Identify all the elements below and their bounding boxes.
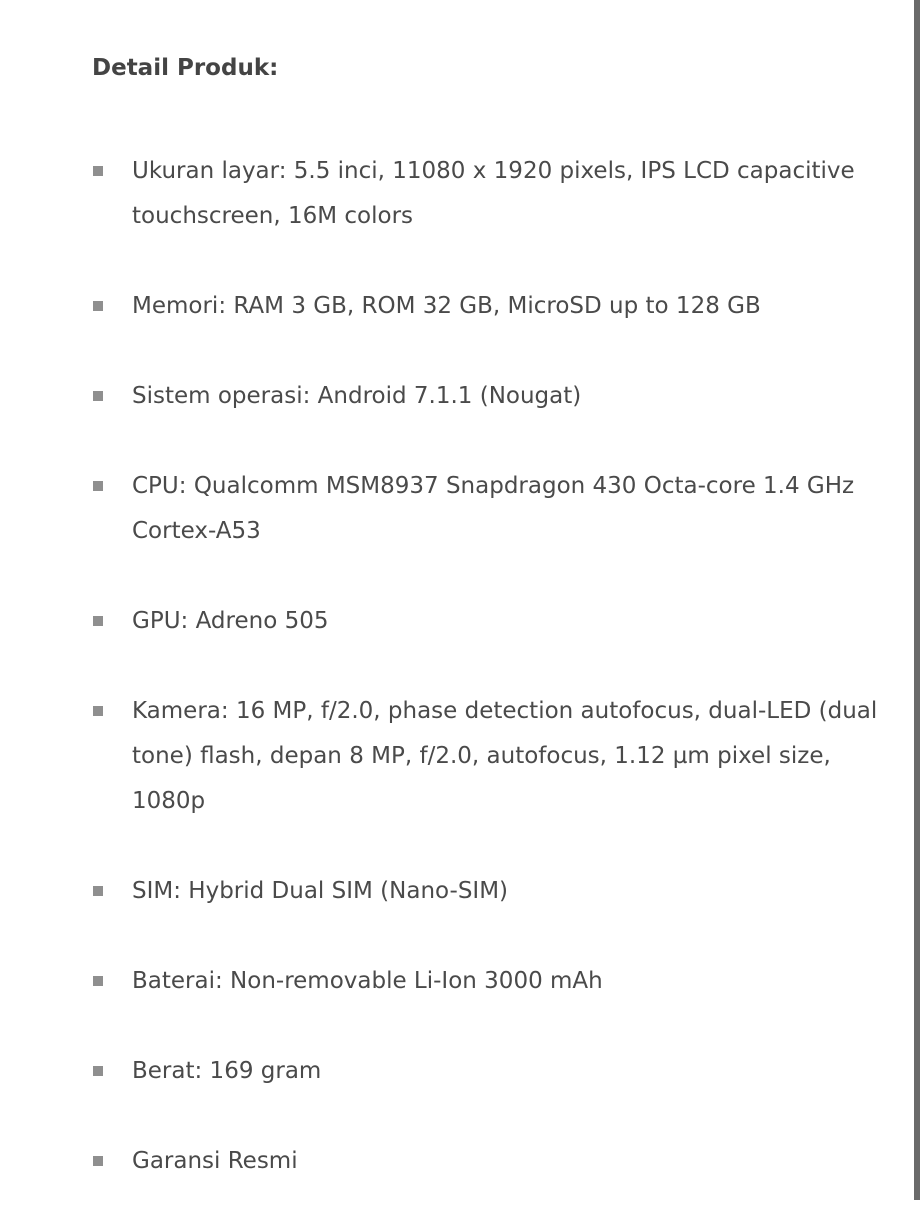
product-detail-heading: Detail Produk:: [92, 55, 279, 81]
square-bullet-icon: [93, 1156, 103, 1166]
spec-text: Kamera: 16 MP, f/2.0, phase detection autofocus, dual-LED (dual tone) flash, depan 8 MP, f/2.0, autofocus, 1.12 µm pixel size, 1080p: [132, 698, 878, 814]
spec-text: Baterai: Non-removable Li-Ion 3000 mAh: [132, 968, 603, 994]
spec-item-cpu: [92, 464, 892, 554]
square-bullet-icon: [93, 301, 103, 311]
square-bullet-icon: [93, 886, 103, 896]
spec-text: CPU: Qualcomm MSM8937 Snapdragon 430 Octa-core 1.4 GHz Cortex-A53: [132, 473, 855, 544]
spec-item-warranty: [92, 1139, 892, 1184]
spec-item-os: [92, 374, 892, 419]
spec-item-battery: [92, 959, 892, 1004]
spec-text: Sistem operasi: Android 7.1.1 (Nougat): [132, 383, 582, 409]
square-bullet-icon: [93, 481, 103, 491]
spec-item-camera: [92, 689, 892, 824]
square-bullet-icon: [93, 1066, 103, 1076]
spec-text: Ukuran layar: 5.5 inci, 11080 x 1920 pixels, IPS LCD capacitive touchscreen, 16M colors: [132, 158, 855, 229]
spec-item-weight: [92, 1049, 892, 1094]
spec-text: Memori: RAM 3 GB, ROM 32 GB, MicroSD up to 128 GB: [132, 293, 761, 319]
spec-item-screen: [92, 149, 892, 239]
product-detail-section: [92, 48, 892, 1229]
square-bullet-icon: [93, 976, 103, 986]
spec-text: GPU: Adreno 505: [132, 608, 329, 634]
spec-text: Berat: 169 gram: [132, 1058, 322, 1084]
square-bullet-icon: [93, 616, 103, 626]
spec-item-gpu: [92, 599, 892, 644]
spec-item-memory: [92, 284, 892, 329]
right-edge-border: [914, 0, 920, 1200]
spec-item-sim: [92, 869, 892, 914]
square-bullet-icon: [93, 166, 103, 176]
spec-text: SIM: Hybrid Dual SIM (Nano-SIM): [132, 878, 509, 904]
square-bullet-icon: [93, 706, 103, 716]
spec-text: Garansi Resmi: [132, 1148, 298, 1174]
square-bullet-icon: [93, 391, 103, 401]
spec-list: [92, 149, 892, 1184]
